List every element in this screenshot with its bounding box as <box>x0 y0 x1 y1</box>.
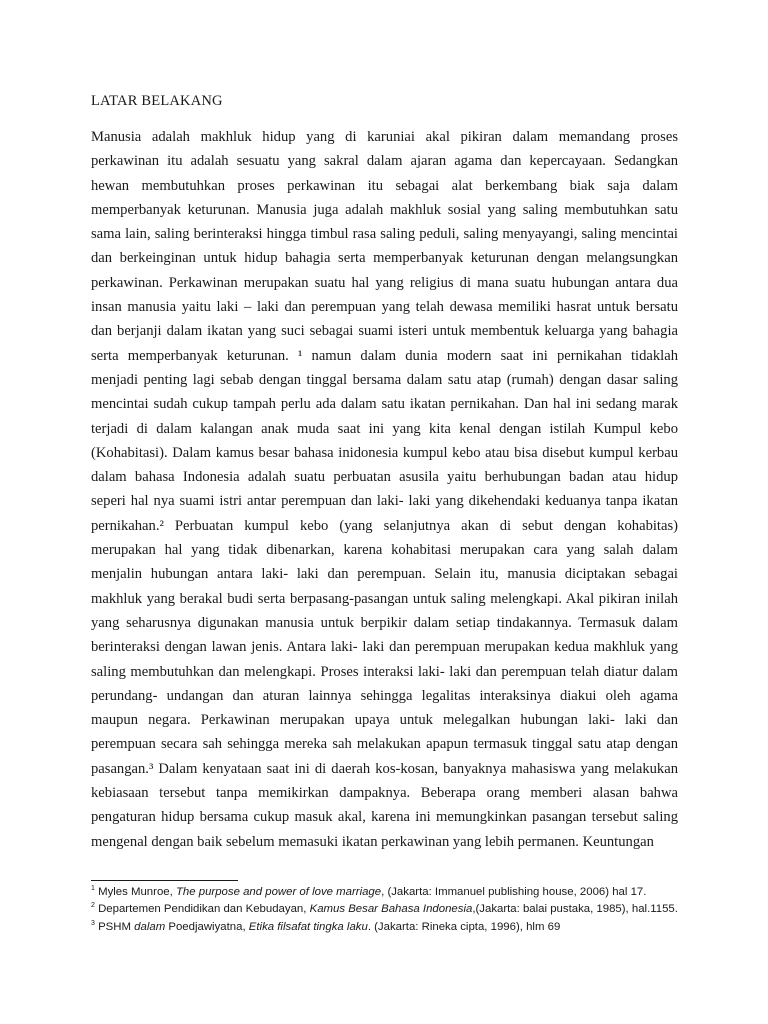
body-line: seperi hal nya suami istri antar perempuan dan laki- laki yang dikehendaki keduanya tanpa ikatan <box>91 493 678 510</box>
footnote-2 <box>91 901 691 918</box>
footnote-3 <box>91 919 691 936</box>
body-line: sama lain, saling berinteraksi hingga timbul rasa saling peduli, saling menyayangi, saling mencintai <box>91 226 678 243</box>
body-line: (Kohabitasi). Dalam kamus besar bahasa inidonesia kumpul kebo atau bisa disebut kumpul kerbau <box>91 444 678 461</box>
body-line: menjalin hubungan antara laki- laki dan perempuan. Selain itu, manusia diciptakan sebagai <box>91 566 678 583</box>
body-line: kebiasaan tersebut tanpa memikirkan dampaknya. Beberapa orang memberi alasan bahwa <box>91 785 678 802</box>
body-line: maupun negara. Perkawinan merupakan upaya untuk melegalkan hubungan laki- laki dan <box>91 712 678 729</box>
body-line: mengenal dengan baik sebelum memasuki ikatan perkawinan yang lebih permanen. Keuntungan <box>91 833 654 850</box>
body-line: merupakan hal yang tidak dibenarkan, karena kohabitasi merupakan cara yang salah dalam <box>91 542 678 559</box>
body-line: serta memperbanyak keturunan. ¹ namun dalam dunia modern saat ini pernikahan tidaklah <box>91 347 678 364</box>
body-line: perempuan secara sah sehingga mereka sah melakukan apapun termasuk tinggal satu atap dengan <box>91 736 678 753</box>
footnote-title: Kamus Besar Bahasa Indonesia <box>309 903 473 916</box>
body-line: mencintai sudah cukup tampah perlu ada dalam satu ikatan pernikahan. Dan hal ini sedang marak <box>91 396 678 413</box>
footnote-text: . (Jakarta: Rineka cipta, 1996), hlm 69 <box>367 920 561 933</box>
footnote-text: Departemen Pendidikan dan Kebudayan, <box>98 903 310 916</box>
body-line: dan berkeinginan untuk hidup bahagia serta memperbanyak keturunan dengan melangsungkan <box>91 250 678 267</box>
footnote-text: Myles Munroe, <box>98 886 176 898</box>
body-line: pernikahan.² Perbuatan kumpul kebo (yang selanjutnya akan di sebut dengan kohabitas) <box>91 517 678 534</box>
body-line: pengaturan hidup bersama cukup masuk akal, karena ini memungkinkan pasangan tersebut saling <box>91 809 678 826</box>
footnote-title: Etika filsafat tingka laku <box>248 920 368 933</box>
footnote-text: , (Jakarta: Immanuel publishing house, 2006) hal 17. <box>381 886 647 898</box>
body-line: hewan membutuhkan proses perkawinan itu sebagai alat berkembang biak saja dalam <box>91 177 678 194</box>
body-line: perundang- undangan dan aturan lainnya sehingga legalitas interaksinya diakui oleh agama <box>91 687 678 704</box>
body-line: perkawinan. Perkawinan merupakan suatu hal yang religius di mana suatu hubungan antara dua <box>91 274 678 291</box>
footnotes <box>91 884 691 936</box>
body-line: terjadi di dalam kalangan anak muda saat ini yang kita kenal dengan istilah Kumpul kebo <box>91 420 678 437</box>
body-line: perkawinan itu adalah sesuatu yang sakral dalam ajaran agama dan kepercayaan. Sedangkan <box>91 153 678 170</box>
body-line: yang seharusnya digunakan manusia untuk berpikir dalam setiap tindakannya. Termasuk dalam <box>91 614 678 631</box>
footnote-italic: dalam <box>134 920 166 933</box>
footnote-text: ,(Jakarta: balai pustaka, 1985), hal.1155. <box>472 903 678 916</box>
footnote-text: Poedjawiyatna, <box>165 920 249 933</box>
body-line: dalam bahasa Indonesia adalah suatu perbuatan asusila yaitu berhubungan badan atau hidup <box>91 469 678 486</box>
body-line: pasangan.³ Dalam kenyataan saat ini di daerah kos-kosan, banyaknya mahasiswa yang melakukan <box>91 760 678 777</box>
body-line: menjadi penting lagi sebab dengan tinggal bersama dalam satu atap (rumah) dengan dasar saling <box>91 371 678 388</box>
footnote-number: 3 <box>91 919 95 927</box>
footnote-number: 1 <box>91 885 95 893</box>
footnote-separator <box>91 880 238 881</box>
body-line: insan manusia yaitu laki – laki dan perempuan yang telah dewasa memiliki hasrat untuk bersatu <box>91 299 678 316</box>
body-line: berinteraksi dengan lawan jenis. Antara laki- laki dan perempuan merupakan kedua makhluk yang <box>91 639 678 656</box>
footnote-title: The purpose and power of love marriage <box>175 886 382 898</box>
footnote-1 <box>91 884 691 901</box>
body-paragraph <box>91 125 678 854</box>
body-line: memperbanyak keturunan. Manusia juga adalah makhluk sosial yang saling membutuhkan satu <box>91 201 678 218</box>
footnote-text: PSHM <box>98 920 135 933</box>
body-line: makhluk yang berakal budi serta berpasang-pasangan untuk saling melengkapi. Akal pikiran inilah <box>91 590 678 607</box>
section-heading: LATAR BELAKANG <box>91 93 223 109</box>
footnote-number: 2 <box>91 902 95 910</box>
body-line: dan berjanji dalam ikatan yang suci sebagai suami isteri untuk membentuk keluarga yang bahagia <box>91 323 678 340</box>
body-line: Manusia adalah makhluk hidup yang di karuniai akal pikiran dalam memandang proses <box>91 129 678 145</box>
body-line: saling membutuhkan dan melengkapi. Proses interaksi laki- laki dan perempuan telah diatur dalam <box>91 663 678 680</box>
